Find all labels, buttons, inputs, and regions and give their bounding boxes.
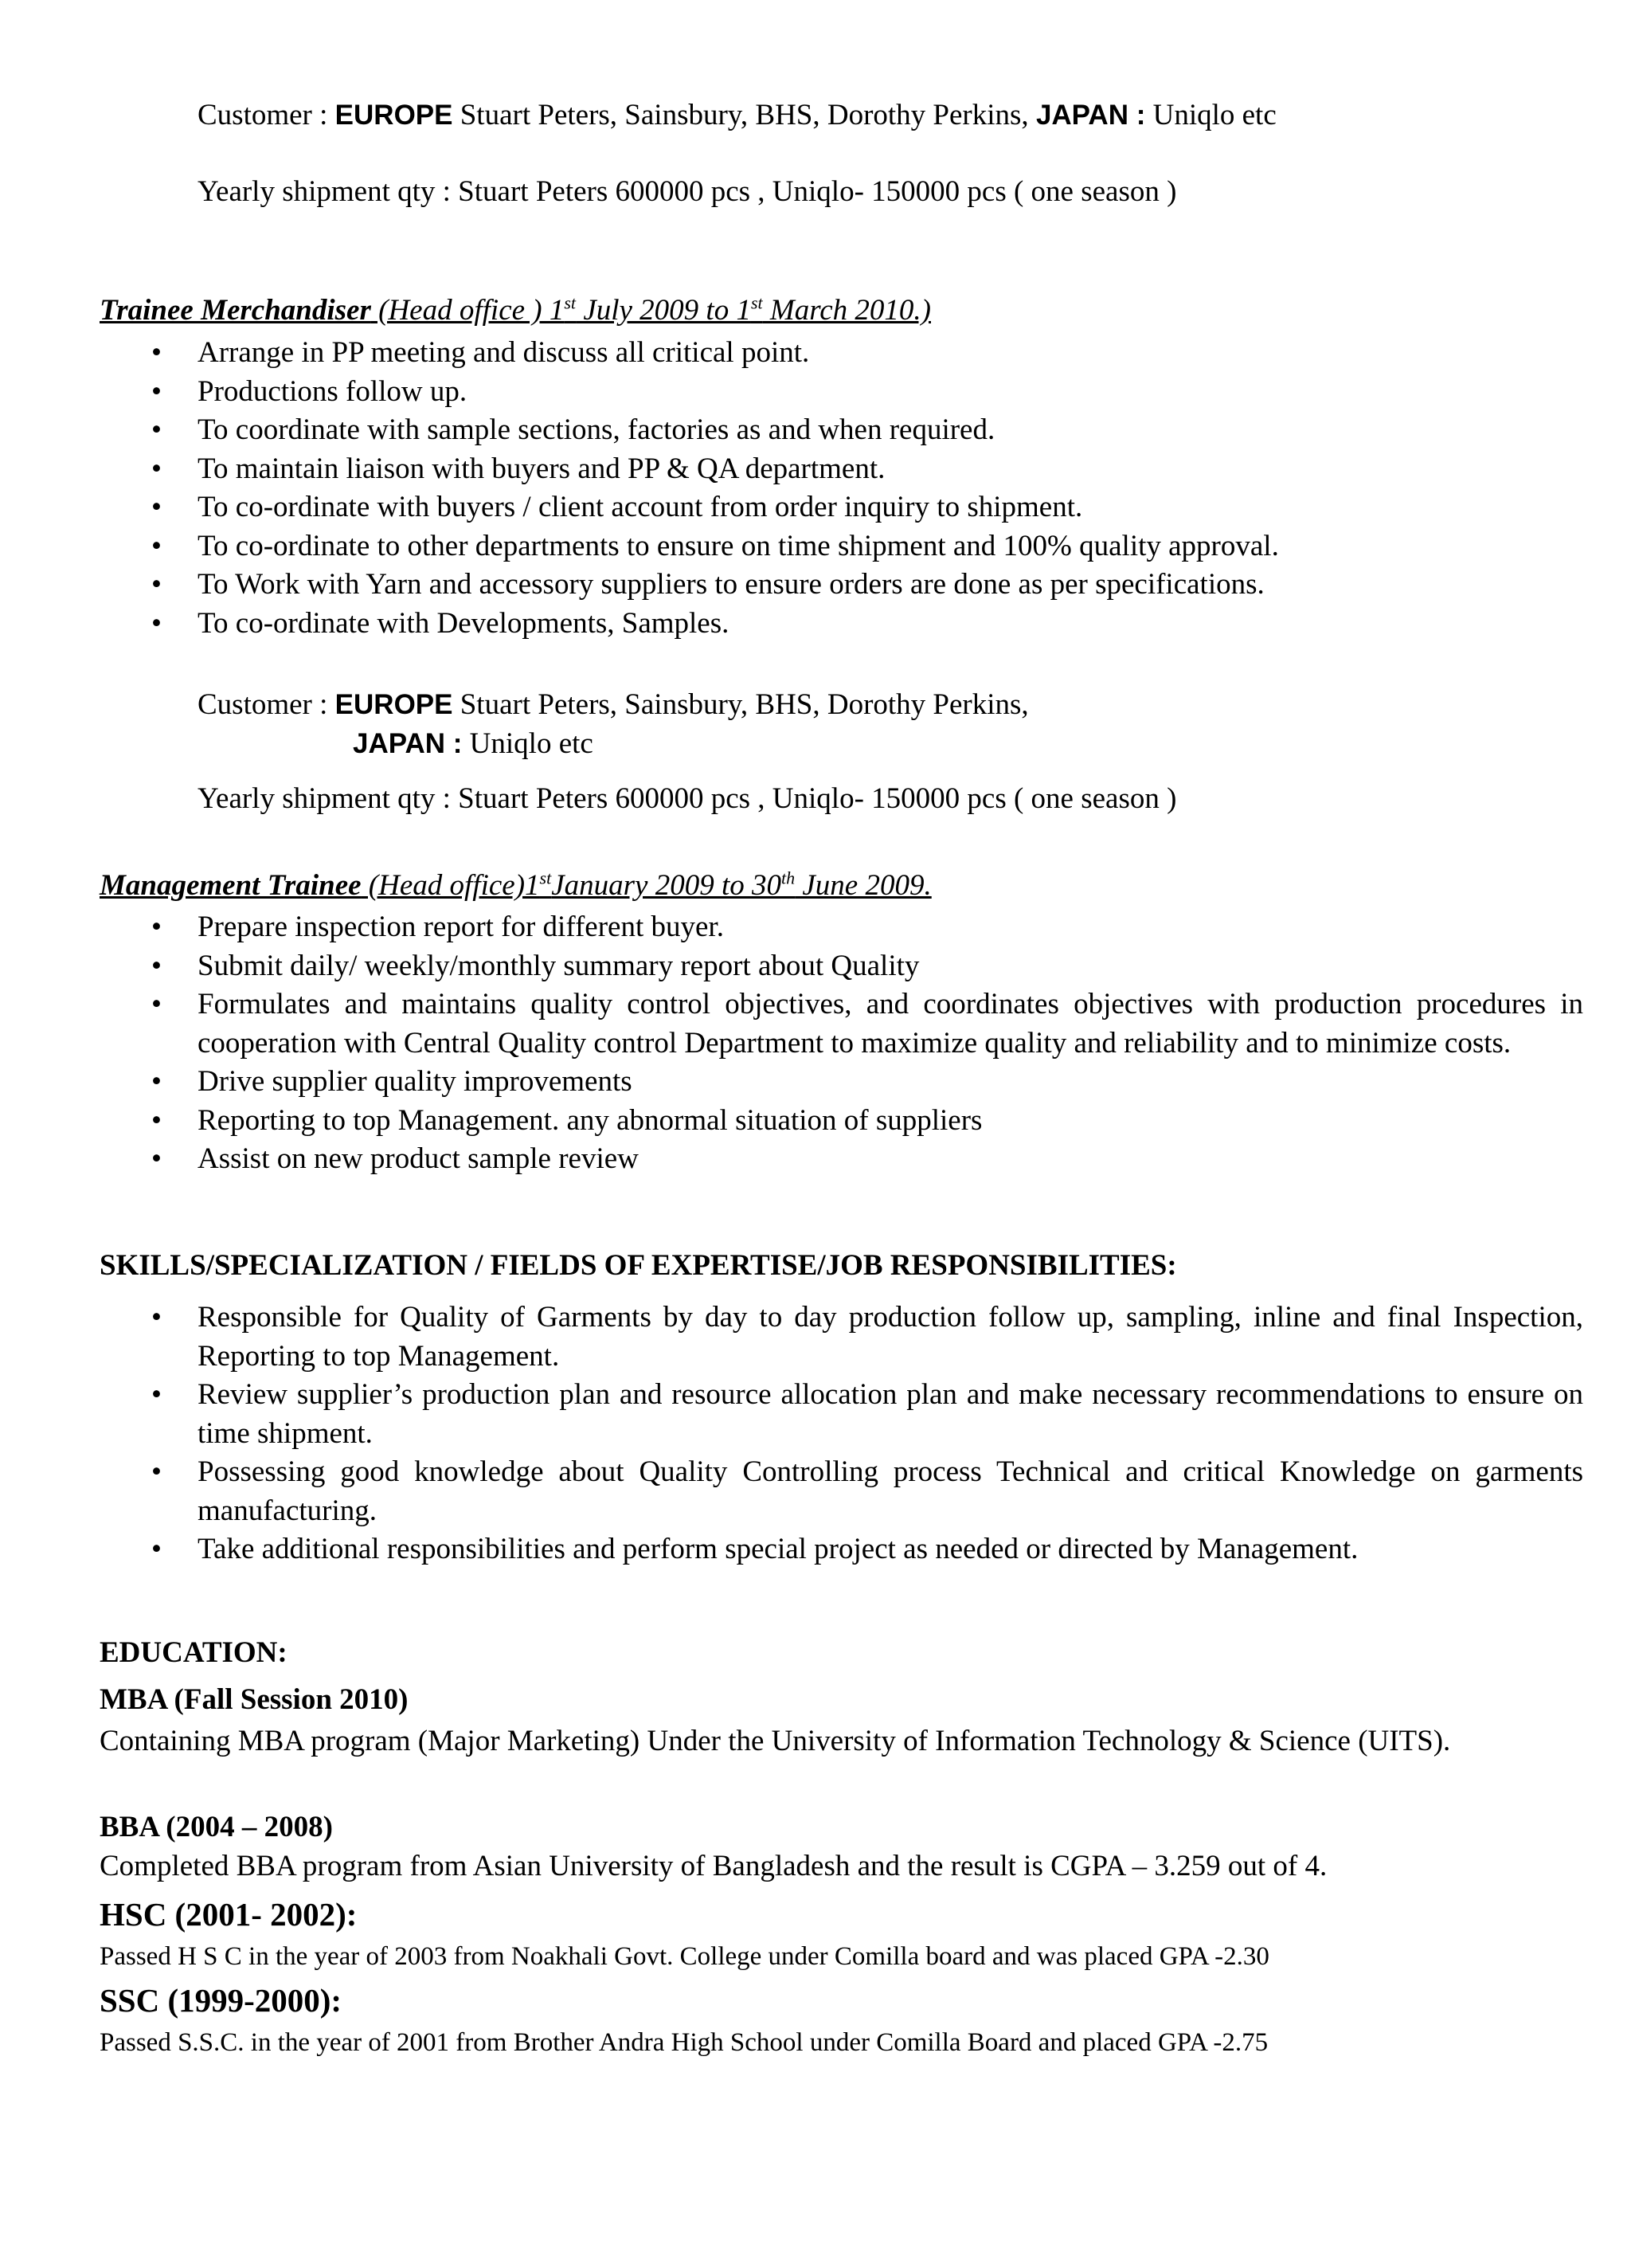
education-heading: EDUCATION: — [100, 1636, 287, 1669]
ordinal-suffix: st — [539, 868, 552, 888]
list-item: • Arrange in PP meeting and discuss all critical point. — [198, 334, 1583, 373]
europe-customers: Stuart Peters, Sainsbury, BHS, Dorothy Perkins, — [460, 99, 1029, 131]
job-role: Trainee Merchandiser — [100, 294, 371, 327]
list-item: • To Work with Yarn and accessory suppliers to ensure orders are done as per specifications. — [198, 566, 1583, 605]
list-item: • To maintain liaison with buyers and PP & QA department. — [198, 450, 1583, 489]
shipment-line: Yearly shipment qty : Stuart Peters 600000 pcs , Uniqlo- 150000 pcs ( one season ) — [198, 175, 1177, 208]
list-item: • Prepare inspection report for different buyer. — [198, 908, 1583, 947]
job-place: (Head office ) 1 — [370, 294, 565, 327]
skills-list — [198, 1299, 1583, 1569]
list-item: • To coordinate with sample sections, factories as and when required. — [198, 411, 1583, 450]
region-japan: JAPAN : — [353, 728, 463, 759]
region-europe: EUROPE — [334, 689, 453, 720]
list-item: • Submit daily/ weekly/monthly summary report about Quality — [198, 947, 1583, 986]
region-japan: JAPAN : — [1035, 100, 1146, 131]
ordinal-suffix: st — [750, 292, 763, 313]
job-heading-management-trainee — [100, 868, 932, 904]
customer-label: Customer : — [198, 688, 328, 721]
europe-customers: Stuart Peters, Sainsbury, BHS, Dorothy Perkins, — [460, 688, 1029, 721]
job-date-end: June 2009. — [795, 869, 932, 902]
job-heading-trainee-merchandiser — [100, 292, 931, 329]
education-title-bba: BBA (2004 – 2008) — [100, 1811, 333, 1843]
list-item: • To co-ordinate with Developments, Samples. — [198, 605, 1583, 644]
customer-label: Customer : — [198, 99, 328, 131]
ordinal-suffix: st — [564, 292, 577, 313]
list-item: • To co-ordinate to other departments to ensure on time shipment and 100% quality approval. — [198, 527, 1583, 566]
job-date-end: March 2010.) — [762, 294, 931, 327]
japan-customers: Uniqlo etc — [1152, 99, 1277, 131]
japan-customers: Uniqlo etc — [469, 727, 593, 760]
job-date: January 2009 to 30 — [551, 869, 781, 902]
list-item: • Possessing good knowledge about Quality Controlling process Technical and critical Knowledge on garments manufacturing. — [198, 1453, 1583, 1530]
japan-line — [353, 726, 593, 762]
region-europe: EUROPE — [334, 100, 453, 131]
list-item: • To co-ordinate with buyers / client account from order inquiry to shipment. — [198, 488, 1583, 527]
list-item: • Productions follow up. — [198, 373, 1583, 412]
list-item: • Assist on new product sample review — [198, 1140, 1583, 1179]
list-item: • Reporting to top Management. any abnormal situation of suppliers — [198, 1102, 1583, 1141]
customer-line — [198, 97, 1277, 134]
job-role: Management Trainee — [100, 869, 362, 902]
skills-heading: SKILLS/SPECIALIZATION / FIELDS OF EXPERTISE/JOB RESPONSIBILITIES: — [100, 1249, 1177, 1282]
list-item: • Formulates and maintains quality control objectives, and coordinates objectives with production procedures in cooperation with Central Quality control Department to maximize quality and reliability and to minimize costs. — [198, 985, 1583, 1063]
education-text-bba: Completed BBA program from Asian University of Bangladesh and the result is CGPA – 3.259 out of 4. — [100, 1850, 1328, 1882]
education-title-mba: MBA (Fall Session 2010) — [100, 1683, 409, 1716]
education-text-mba: Containing MBA program (Major Marketing) Under the University of Information Technology & Science (UITS). — [100, 1725, 1451, 1757]
education-text-ssc: Passed S.S.C. in the year of 2001 from Brother Andra High School under Comilla Board and placed GPA -2.75 — [100, 2028, 1269, 2057]
list-item: • Drive supplier quality improvements — [198, 1063, 1583, 1102]
shipment-line: Yearly shipment qty : Stuart Peters 600000 pcs , Uniqlo- 150000 pcs ( one season ) — [198, 782, 1177, 815]
job-place: (Head office)1 — [361, 869, 540, 902]
list-item: • Take additional responsibilities and perform special project as needed or directed by Management. — [198, 1530, 1583, 1569]
customer-line — [198, 687, 1029, 723]
list-item: • Review supplier’s production plan and resource allocation plan and make necessary recommendations to ensure on time shipment. — [198, 1376, 1583, 1453]
education-text-hsc: Passed H S C in the year of 2003 from Noakhali Govt. College under Comilla board and was placed GPA -2.30 — [100, 1942, 1269, 1971]
job-date: July 2009 to 1 — [576, 294, 751, 327]
education-title-ssc: SSC (1999-2000): — [100, 1982, 342, 2019]
education-title-hsc: HSC (2001- 2002): — [100, 1896, 358, 1933]
trainee-merchandiser-duties — [198, 334, 1583, 643]
list-item: • Responsible for Quality of Garments by day to day production follow up, sampling, inline and final Inspection, Reporting to top Management. — [198, 1299, 1583, 1376]
ordinal-suffix: th — [781, 868, 796, 888]
management-trainee-duties — [198, 908, 1583, 1179]
